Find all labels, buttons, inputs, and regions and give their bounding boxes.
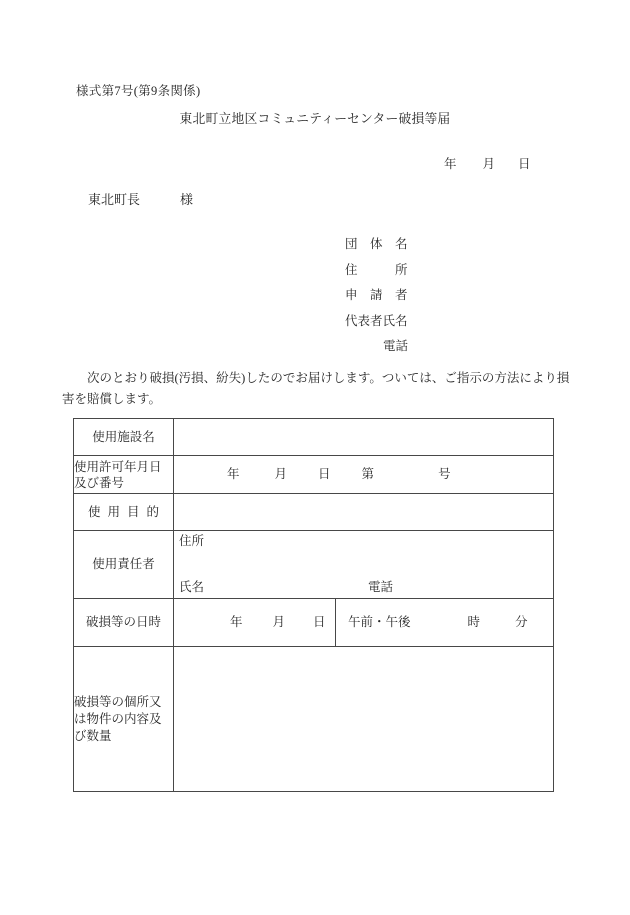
facility-value-cell: [174, 419, 554, 456]
permit-label-line1: 使用許可年月日: [74, 459, 162, 474]
permit-label: [74, 456, 174, 494]
facility-label: 使用施設名: [74, 419, 174, 456]
permit-year-label: 年: [227, 467, 240, 482]
responsible-tel-label: 電話: [368, 579, 394, 594]
report-form-table: [73, 418, 554, 792]
addressee-line: [88, 193, 193, 206]
damage-time-cell: [336, 599, 554, 647]
responsible-label: 使用責任者: [74, 531, 174, 599]
applicant-address-label: 住 所: [345, 262, 408, 277]
addressee-honorific: 様: [180, 192, 194, 207]
permit-day-label: 日: [318, 467, 331, 482]
form-number: 様式第7号(第9条関係): [76, 84, 201, 98]
damage-year-label: 年: [230, 615, 243, 630]
damage-minute-label: 分: [515, 615, 528, 630]
addressee-name: 東北町長: [88, 192, 141, 207]
applicant-block: [345, 232, 408, 360]
damage-detail-label: [74, 647, 174, 792]
row-purpose: [74, 494, 554, 531]
damage-ampm-label: 午前・午後: [348, 615, 411, 630]
permit-value-cell: [174, 456, 554, 494]
row-facility: [74, 419, 554, 456]
permit-number-prefix: 第: [361, 467, 375, 482]
purpose-value-cell: [174, 494, 554, 531]
date-month-label: 月: [482, 157, 496, 171]
damage-month-label: 月: [272, 615, 286, 630]
date-day-label: 日: [518, 157, 531, 171]
body-line-1: 次のとおり破損(汚損、紛失)したのでお届けします。ついては、ご指示の方法により損: [87, 371, 570, 385]
applicant-tel-label: 電話: [383, 339, 409, 353]
responsible-value-cell: [174, 531, 554, 599]
damage-detail-label-line1: 破損等の個所又: [74, 694, 162, 709]
date-line: [444, 158, 531, 171]
row-responsible: [74, 531, 554, 599]
damage-detail-value-cell: [174, 647, 554, 792]
applicant-label: 申 請 者: [345, 288, 408, 302]
damage-detail-label-line2: は物件の内容及: [74, 711, 162, 726]
damage-datetime-label: 破損等の日時: [74, 599, 174, 647]
damage-hour-label: 時: [467, 615, 481, 630]
date-year-label: 年: [444, 157, 457, 171]
document-title: 東北町立地区コミュニティーセンター破損等届: [179, 112, 451, 126]
responsible-name-label: 氏名: [179, 579, 205, 594]
damage-date-cell: [174, 599, 336, 647]
permit-month-label: 月: [274, 467, 288, 482]
damage-detail-label-line3: び数量: [74, 728, 112, 743]
applicant-group-name-label: 団 体 名: [345, 237, 408, 251]
permit-label-line2: 及び番号: [74, 475, 125, 490]
applicant-representative-label: 代表者氏名: [345, 313, 408, 328]
body-paragraph: [62, 368, 570, 409]
responsible-address-label: 住所: [179, 534, 205, 548]
damage-day-label: 日: [313, 615, 326, 630]
row-permit: [74, 456, 554, 494]
body-line-2: 害を賠償します。: [62, 391, 162, 406]
row-damage-datetime: [74, 599, 554, 647]
permit-number-suffix: 号: [438, 467, 451, 482]
row-damage-detail: [74, 647, 554, 792]
purpose-label: 使用目的: [74, 494, 174, 531]
